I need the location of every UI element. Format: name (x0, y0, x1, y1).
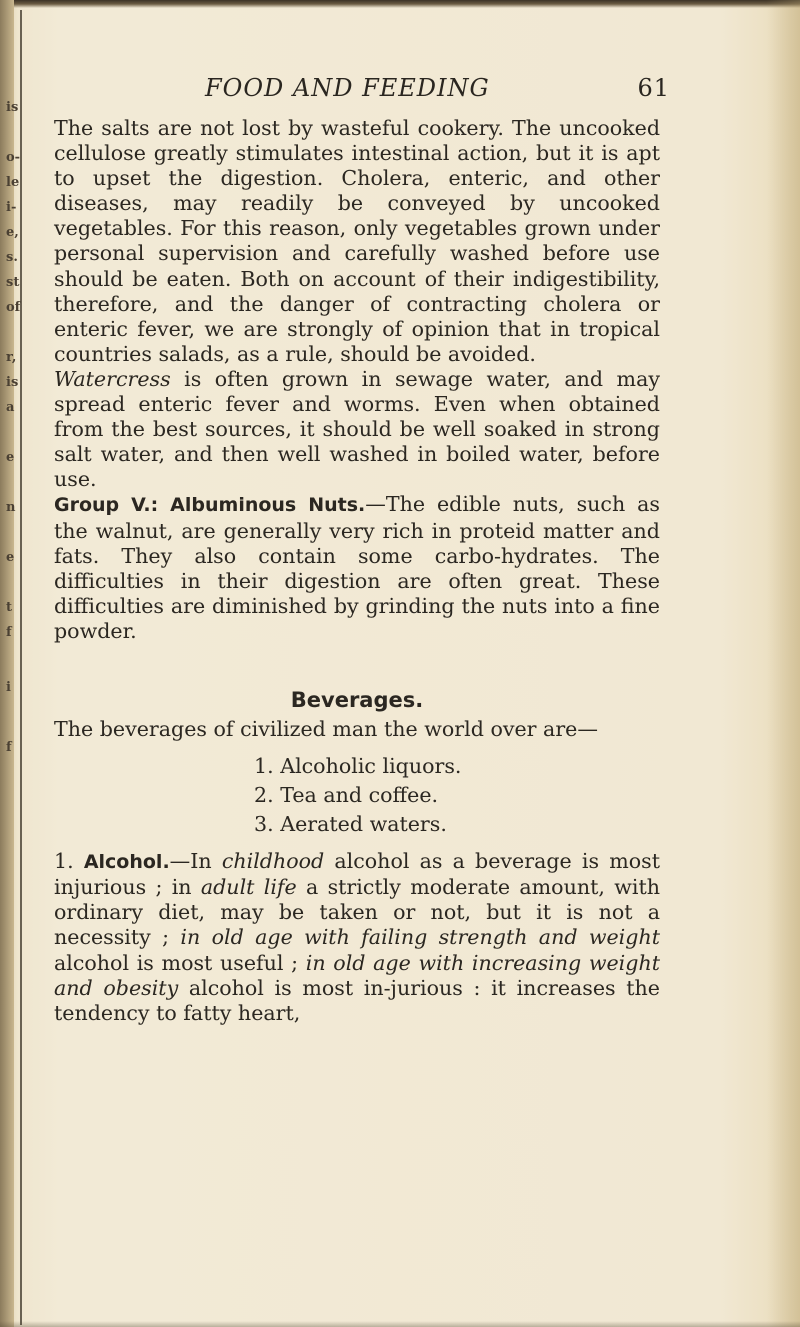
margin-mark: o- (6, 150, 21, 165)
alcohol-text: alcohol is most useful ; (54, 950, 306, 975)
margin-mark: a (6, 400, 15, 415)
paragraph-alcohol (54, 849, 660, 1026)
paragraph-watercress (54, 367, 660, 492)
alcohol-text: alcohol as a beverage is most injurious ; in (54, 849, 660, 900)
margin-mark: f (6, 740, 12, 755)
margin-mark: is (6, 100, 19, 115)
bottom-edge-shadow (0, 1321, 800, 1327)
beverages-intro: The beverages of civilized man the world over are— (54, 717, 598, 742)
alcohol-italic: childhood (221, 849, 325, 874)
margin-mark: of (6, 300, 21, 315)
list-item: 3. Aerated waters. (254, 812, 447, 837)
alcohol-text: a strictly moderate amount, with ordinary diet, may be taken or not, but it is not a necessity ; (54, 875, 660, 950)
beverages-heading: Beverages. (290, 687, 424, 712)
margin-mark: e (6, 550, 15, 565)
page-number: 61 (637, 74, 670, 102)
paragraph-nuts (54, 492, 660, 644)
alcohol-number: 1. (54, 849, 84, 874)
margin-mark: f (6, 625, 12, 640)
alcohol-text: —In (169, 849, 222, 874)
list-item: 2. Tea and coffee. (254, 783, 439, 808)
margin-mark: s. (6, 250, 18, 265)
margin-mark: is (6, 375, 19, 390)
watercress-text: is often grown in sewage water, and may spread enteric fever and worms. Even when obtained from the best sources, it should be well soaked in strong salt water, and then well washed in boiled water, before use. (54, 366, 660, 492)
alcohol-italic: adult life (200, 875, 297, 900)
body-text (54, 116, 660, 1026)
margin-mark: i (6, 680, 11, 695)
margin-mark: r, (6, 350, 17, 365)
watercress-term: Watercress (54, 366, 171, 391)
margin-mark: e (6, 450, 15, 465)
margin-mark: le (6, 175, 20, 190)
list-item: 1. Alcoholic liquors. (254, 754, 462, 779)
right-page-edge (766, 0, 800, 1327)
paragraph-salts: The salts are not lost by wasteful cookery. The uncooked cellulose greatly stimulates intestinal action, but it is apt to upset the digestion. Cholera, enteric, and other diseases, may readily be conveyed by uncooked vegetables. For this reason, only vegetables grown under personal supervision and carefully washed before use should be eaten. Both on account of their indigestibility, therefore, and the danger of contracting cholera or enteric fever, we are strongly of opinion that in tropical countries salads, as a rule, should be avoided. (54, 116, 660, 366)
facing-page-bleed (0, 0, 34, 1327)
beverages-list (254, 752, 660, 839)
margin-mark: i- (6, 200, 17, 215)
alcohol-italic: in old age with failing strength and weight (180, 925, 660, 950)
margin-mark: t (6, 600, 13, 615)
alcohol-heading: Alcohol. (83, 851, 170, 874)
margin-mark: st (6, 275, 20, 290)
group-v-heading: Group V.: Albuminous Nuts. (54, 494, 366, 517)
alcohol-italic: in old age with increasing weight and obesity (54, 950, 660, 1000)
margin-mark: n (6, 500, 16, 515)
nuts-text: —The edible nuts, such as the walnut, are generally very rich in proteid matter and fats. They also contain some carbo-hydrates. The difficulties in their digestion are often great. These difficulties are diminished by grinding the nuts into a fine powder. (54, 492, 660, 643)
alcohol-text: alcohol is most in-jurious : it increases the tendency to fatty heart, (54, 975, 660, 1025)
running-header (205, 74, 670, 108)
running-title: FOOD AND FEEDING (205, 74, 490, 102)
margin-mark: e, (6, 225, 19, 240)
top-edge-shadow (0, 0, 800, 8)
